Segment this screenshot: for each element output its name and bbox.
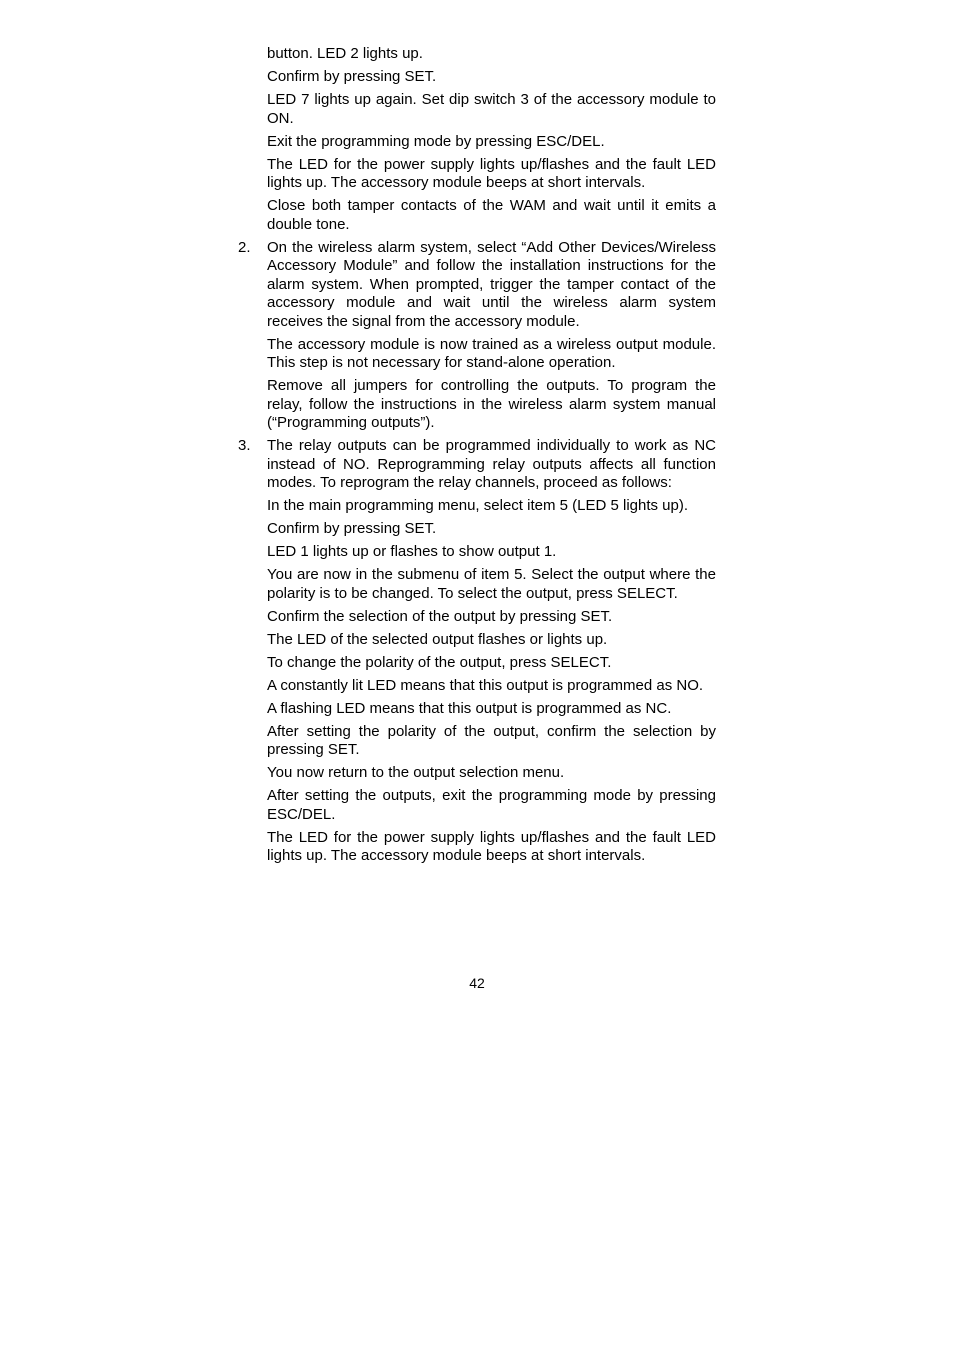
step-2 <box>238 238 716 332</box>
paragraph: To change the polarity of the output, press SELECT. <box>267 653 612 671</box>
paragraph: Confirm by pressing SET. <box>267 68 437 85</box>
paragraph: A flashing LED means that this output is programmed as NC. <box>267 699 672 717</box>
step-3 <box>238 437 716 493</box>
paragraph: In the main programming menu, select item 5 (LED 5 lights up). <box>267 497 689 514</box>
paragraph: Exit the programming mode by pressing ESC/DEL. <box>267 132 605 150</box>
paragraph: The accessory module is now trained as a wireless output module. This step is not necessary for stand-alone operation. <box>267 335 716 371</box>
paragraph: Confirm by pressing SET. <box>267 520 437 537</box>
paragraph: LED 7 lights up again. Set dip switch 3 of the accessory module to ON. <box>267 91 716 127</box>
step-text: On the wireless alarm system, select “Add Other Devices/Wireless Accessory Module” and follow the installation instructions for the alarm system. When prompted, trigger the tamper contact of the accessory module and wait until the wireless alarm system receives the signal from the accessory module. <box>267 238 716 330</box>
paragraph: A constantly lit LED means that this output is programmed as NO. <box>267 676 704 694</box>
paragraph: The LED for the power supply lights up/flashes and the fault LED lights up. The accessory module beeps at short intervals. <box>267 828 716 864</box>
paragraph: The LED for the power supply lights up/flashes and the fault LED lights up. The accessory module beeps at short intervals. <box>267 155 716 191</box>
paragraph: The LED of the selected output flashes or lights up. <box>267 630 608 648</box>
paragraph: You are now in the submenu of item 5. Select the output where the polarity is to be changed. To select the output, press SELECT. <box>267 566 716 602</box>
step-text: The relay outputs can be programmed individually to work as NC instead of NO. Reprogramming relay outputs affects all function modes. To reprogram the relay channels, proceed as follows: <box>267 437 716 491</box>
text-column <box>238 45 716 870</box>
paragraph: Close both tamper contacts of the WAM and wait until it emits a double tone. <box>267 197 716 233</box>
paragraph: After setting the outputs, exit the programming mode by pressing ESC/DEL. <box>267 787 716 823</box>
paragraph: After setting the polarity of the output, confirm the selection by pressing SET. <box>267 722 716 758</box>
step-number: 2. <box>238 238 251 256</box>
paragraph: Confirm the selection of the output by pressing SET. <box>267 607 613 625</box>
paragraph: You now return to the output selection menu. <box>267 764 565 781</box>
page-number: 42 <box>469 975 485 991</box>
paragraph: button. LED 2 lights up. <box>267 45 423 62</box>
paragraph: LED 1 lights up or flashes to show output 1. <box>267 543 557 560</box>
paragraph: Remove all jumpers for controlling the outputs. To program the relay, follow the instructions in the wireless alarm system manual (“Programming outputs”). <box>267 377 716 431</box>
step-number: 3. <box>238 437 251 454</box>
